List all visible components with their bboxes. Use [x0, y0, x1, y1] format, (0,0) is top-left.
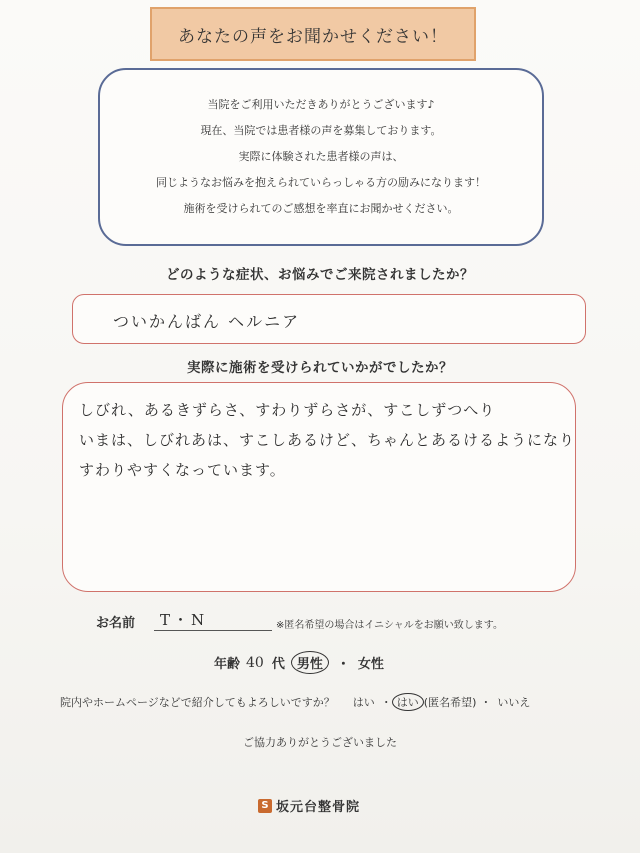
name-row — [96, 612, 503, 631]
clinic-name: 坂元台整骨院 — [276, 800, 361, 815]
age-value[interactable]: 40 — [246, 654, 264, 671]
name-value: T・N — [160, 611, 208, 629]
gender-male-option-selected[interactable]: 男性 — [291, 651, 329, 674]
consent-question: 院内やホームページなどで紹介してもよろしいですか？ — [60, 696, 335, 709]
consent-row — [60, 693, 530, 711]
age-label: 年齢 — [214, 657, 241, 672]
question-experience: 実際に施術を受けられていかがでしたか？ — [187, 360, 453, 376]
intro-line: 当院をご利用いただきありがとうございます♪ — [207, 98, 435, 111]
experience-answer-line: いまは、しびれあは、すこしあるけど、ちゃんとあるけるようになり — [79, 431, 576, 449]
intro-line: 現在、当院では患者様の声を募集しております。 — [200, 124, 442, 137]
consent-separator: ・ — [480, 696, 492, 709]
age-gender-row — [214, 651, 384, 674]
consent-yes-option[interactable]: はい — [352, 696, 375, 709]
age-suffix: 代 — [271, 657, 285, 672]
gender-female-option[interactable]: 女性 — [357, 657, 384, 672]
consent-yes-anon-option-selected[interactable]: はい — [392, 693, 424, 711]
experience-answer-box[interactable] — [62, 382, 576, 592]
name-note: ※匿名希望の場合はイニシャルをお願い致します。 — [276, 620, 503, 631]
experience-answer-line: すわりやすくなっています。 — [79, 461, 286, 479]
symptoms-answer-box[interactable] — [72, 294, 586, 344]
consent-separator: ・ — [380, 696, 392, 709]
intro-line: 実際に体験された患者様の声は、 — [238, 150, 404, 163]
consent-anon-note: (匿名希望) — [423, 696, 477, 709]
clinic-logo-icon: S — [258, 799, 272, 813]
name-label: お名前 — [96, 616, 136, 631]
symptoms-answer-text: ついかんばん ヘルニア — [113, 312, 301, 331]
question-symptoms: どのような症状、お悩みでご来院されましたか？ — [166, 267, 474, 283]
intro-line: 同じようなお悩みを抱えられていらっしゃる方の励みになります！ — [156, 176, 486, 189]
thanks-text: ご協力ありがとうございました — [243, 736, 397, 749]
intro-box — [98, 68, 544, 246]
footer — [258, 796, 360, 815]
page-title: あなたの声をお聞かせください！ — [150, 7, 476, 61]
intro-line: 施術を受けられてのご感想を率直にお聞かせください。 — [183, 202, 459, 215]
consent-no-option[interactable]: いいえ — [497, 696, 531, 709]
gender-separator: ・ — [336, 657, 350, 672]
name-field[interactable] — [154, 612, 272, 631]
experience-answer-line: しびれ、あるきずらさ、すわりずらさが、すこしずつへり — [79, 401, 496, 419]
